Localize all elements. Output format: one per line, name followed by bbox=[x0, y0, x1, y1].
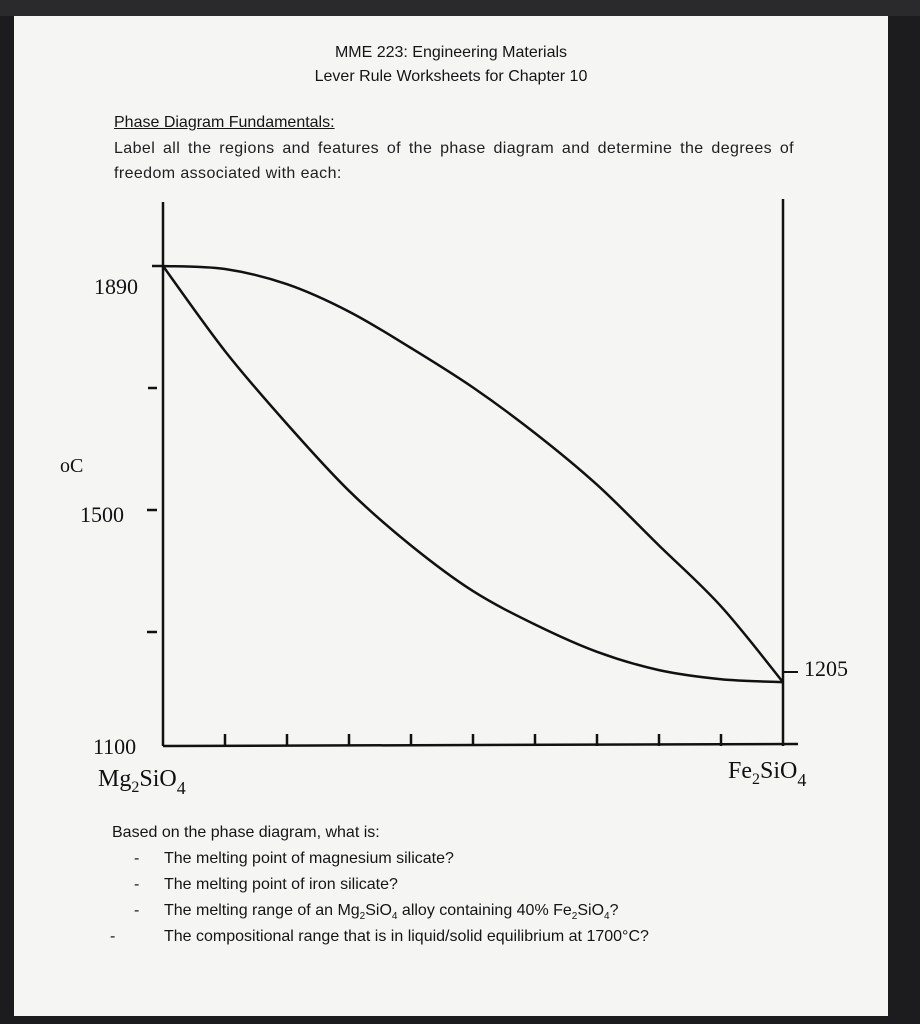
worksheet-title: Lever Rule Worksheets for Chapter 10 bbox=[314, 68, 588, 85]
worksheet-page bbox=[14, 16, 888, 1016]
bullet-dash: - bbox=[134, 850, 140, 867]
section-heading: Phase Diagram Fundamentals: bbox=[114, 114, 335, 131]
right-component-label: $Fe_2SiO_4$ bbox=[728, 758, 807, 790]
question-text: The compositional range that is in liquid/solid equilibrium at 1700°C? bbox=[164, 928, 649, 945]
right-temperature-label: 1205 bbox=[804, 656, 848, 681]
bullet-dash: - bbox=[134, 902, 140, 919]
question-text: The melting range of an $Mg_2SiO_4$ alloy containing 40% $Fe_2SiO_4$? bbox=[164, 902, 619, 923]
solidus-curve bbox=[163, 266, 783, 682]
questions-intro: Based on the phase diagram, what is: bbox=[112, 824, 380, 841]
course-title: MME 223: Engineering Materials bbox=[334, 44, 568, 61]
y-tick-label-1500: 1500 bbox=[80, 502, 124, 527]
question-text: The melting point of iron silicate? bbox=[164, 876, 398, 893]
question-text: The melting point of magnesium silicate? bbox=[164, 850, 454, 867]
bullet-dash: - bbox=[134, 876, 140, 893]
liquidus-curve bbox=[163, 266, 783, 682]
y-ticks bbox=[147, 266, 163, 632]
phase-diagram bbox=[14, 16, 888, 816]
instructions-text: Label all the regions and features of the phase diagram and determine the degrees of freedom associated with each: bbox=[114, 140, 794, 182]
bullet-dash: - bbox=[110, 928, 116, 945]
unit-label: oC bbox=[60, 455, 84, 477]
y-tick-label-1100: 1100 bbox=[93, 734, 137, 759]
screen-bezel bbox=[0, 0, 920, 16]
bottom-axis bbox=[163, 744, 798, 746]
y-tick-label-1890: 1890 bbox=[94, 274, 138, 299]
left-component-label: $Mg_2SiO_4$ bbox=[98, 766, 186, 798]
